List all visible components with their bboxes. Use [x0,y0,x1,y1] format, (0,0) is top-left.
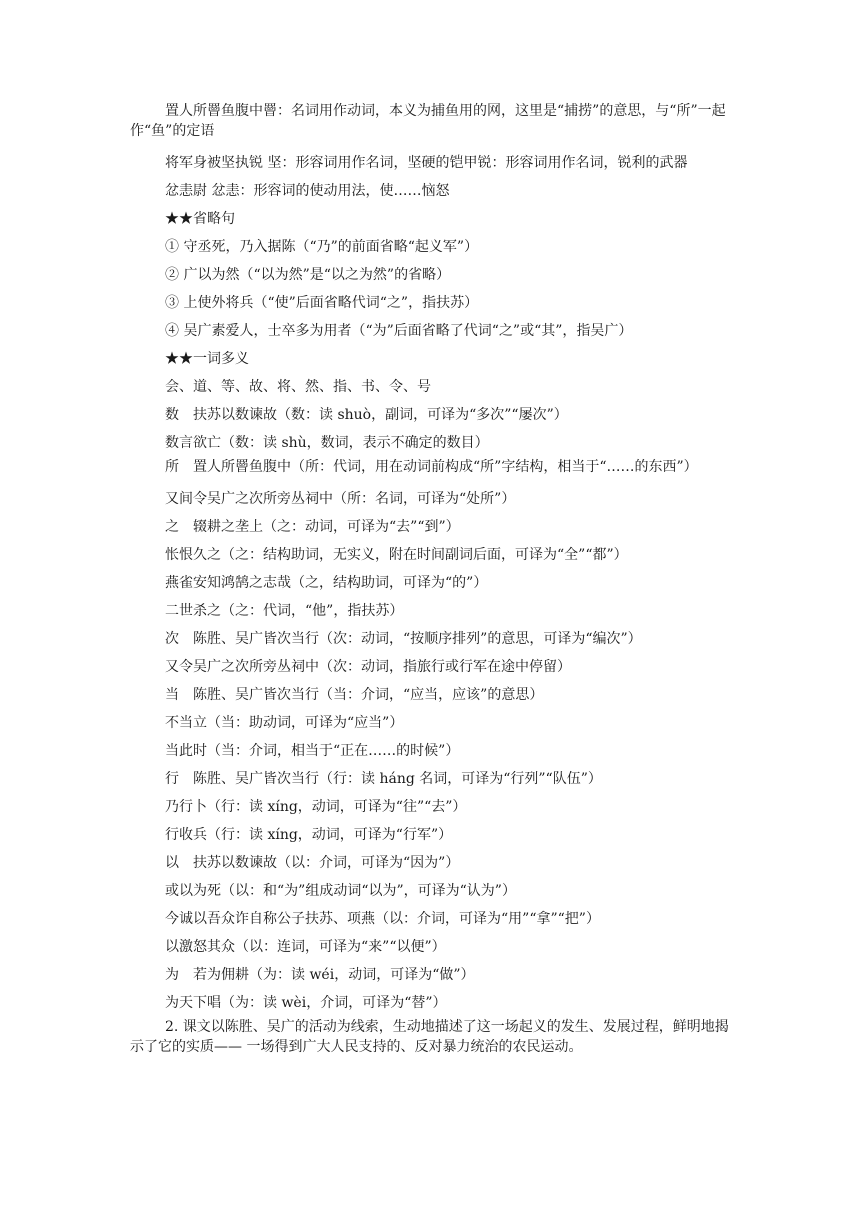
entry-yi-1: 以 扶苏以数谏故（以：介词，可译为“因为”） [165,855,460,871]
entry-zhi-2: 怅恨久之（之：结构助词，无实义，附在时间副词后面，可译为“全”“都”） [165,547,628,563]
entry-suo-1: 所 置人所罾鱼腹中（所：代词，用在动词前构成“所”字结构，相当于“……的东西”） [165,459,698,475]
entry-xing-3: 行收兵（行：读 xíng，动词，可译为“行军”） [165,827,453,843]
entry-zhi-4: 二世杀之（之：代词，“他”，指扶苏） [165,603,404,619]
entry-zhi-1: 之 辍耕之垄上（之：动词，可译为“去”“到”） [165,519,460,535]
paragraph-jian-rui: 将军身被坚执锐 坚：形容词用作名词，坚硬的铠甲锐：形容词用作名词，锐利的武器 [165,155,688,171]
entry-dang-3: 当此时（当：介词，相当于“正在……的时候”） [165,743,460,759]
entry-wei-1: 为 若为佣耕（为：读 wéi，动词，可译为“做”） [165,967,475,983]
paragraph-fenhui: 忿恚尉 忿恚：形容词的使动用法，使……恼怒 [165,183,450,199]
ellipsis-item-1: ① 守丞死，乃入据陈（“乃”的前面省略“起义军”） [165,239,479,255]
paragraph-summary-2: 2. 课文以陈胜、吴广的活动为线索，生动地描述了这一场起义的发生、发展过程，鲜明地揭示了它的实质—— 一场得到广大人民支持的、反对暴力统治的农民运动。 [130,1019,729,1055]
entry-yi-3: 今诚以吾众诈自称公子扶苏、项燕（以：介词，可译为“用”“拿”“把”） [165,911,600,927]
ellipsis-item-3: ③ 上使外将兵（“使”后面省略代词“之”，指扶苏） [165,295,479,311]
polysemy-word-list: 会、道、等、故、将、然、指、书、令、号 [165,379,431,395]
entry-zhi-3: 燕雀安知鸿鹄之志哉（之，结构助词，可译为“的”） [165,575,488,591]
entry-suo-2: 又间令吴广之次所旁丛祠中（所：名词，可译为“处所”） [165,491,516,507]
entry-ci-2: 又令吴广之次所旁丛祠中（次：动词，指旅行或行军在途中停留） [165,659,571,675]
entry-shu-2: 数言欲亡（数：读 shù，数词，表示不确定的数目） [165,435,489,451]
entry-dang-2: 不当立（当：助动词，可译为“应当”） [165,715,404,731]
document-body [130,101,740,1065]
entry-yi-4: 以激怒其众（以：连词，可译为“来”“以便”） [165,939,446,955]
entry-shu-1: 数 扶苏以数谏故（数：读 shuò，副词，可译为“多次”“屡次”） [165,407,568,423]
heading-polysemy: ★★一词多义 [165,351,249,367]
paragraph-zeng-definition: 置人所罾鱼腹中罾：名词用作动词，本义为捕鱼用的网，这里是“捕捞”的意思，与“所”一起作“鱼”的定语 [130,103,726,139]
ellipsis-item-2: ② 广以为然（“以为然”是“以之为然”的省略） [165,267,451,283]
entry-dang-1: 当 陈胜、吴广皆次当行（当：介词，“应当，应该”的意思） [165,687,544,703]
entry-ci-1: 次 陈胜、吴广皆次当行（次：动词，“按顺序排列”的意思，可译为“编次”） [165,631,642,647]
entry-wei-2: 为天下唱（为：读 wèi，介词，可译为“替”） [165,995,447,1011]
entry-xing-1: 行 陈胜、吴广皆次当行（行：读 háng 名词，可译为“行列”“队伍”） [165,771,602,787]
heading-ellipsis-sentences: ★★省略句 [165,211,235,227]
entry-yi-2: 或以为死（以：和“为”组成动词“以为”，可译为“认为”） [165,883,516,899]
entry-xing-2: 乃行卜（行：读 xíng，动词，可译为“往”“去”） [165,799,467,815]
ellipsis-item-4: ④ 吴广素爱人，士卒多为用者（“为”后面省略了代词“之”或“其”，指吴广） [165,323,633,339]
